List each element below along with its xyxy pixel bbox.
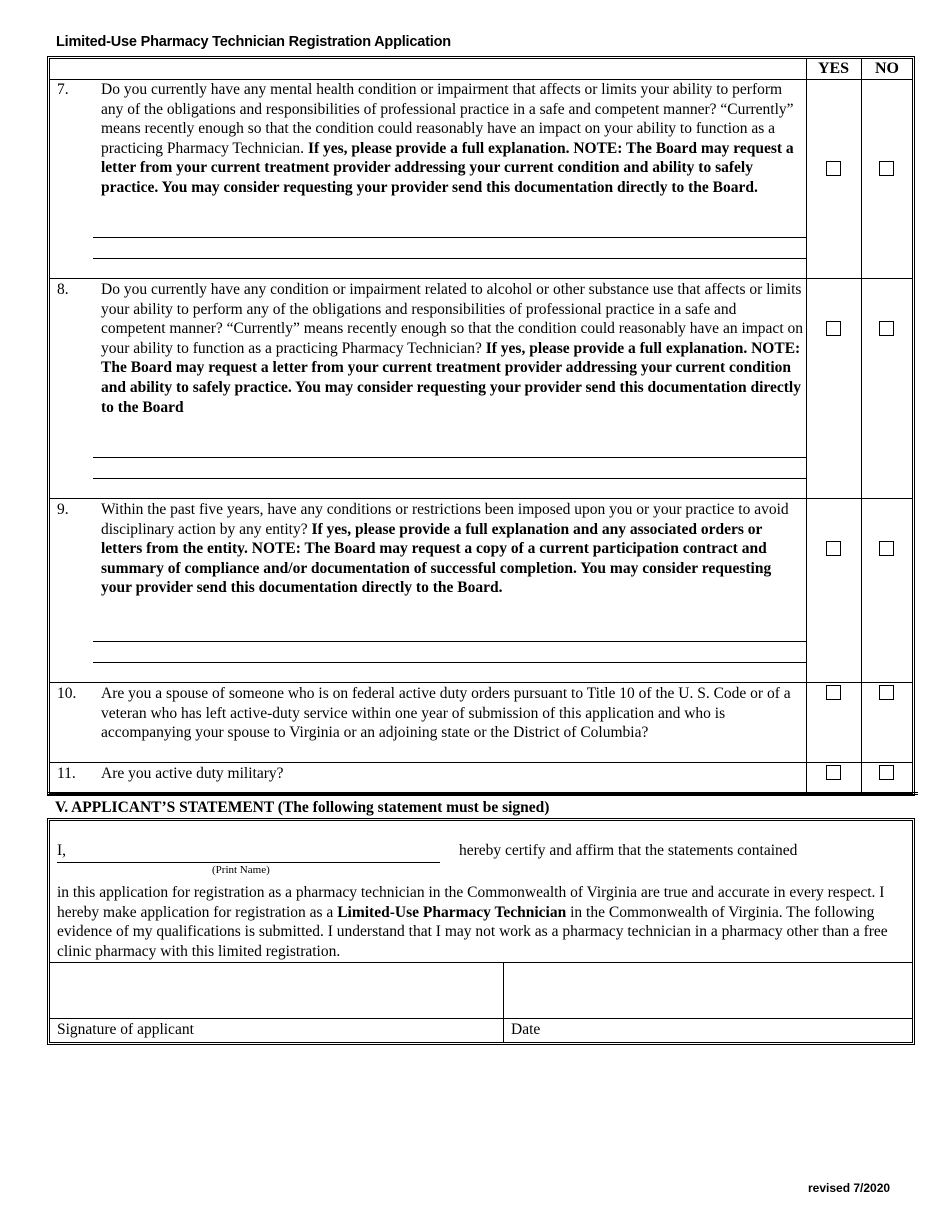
q9-yes-checkbox[interactable]: [826, 541, 841, 556]
question-number: 11.: [57, 765, 76, 782]
table-divider: [49, 1018, 913, 1019]
print-name-label: (Print Name): [212, 864, 270, 876]
table-divider: [49, 962, 913, 963]
q10-no-checkbox[interactable]: [879, 685, 894, 700]
statement-text: in this application for registration as a pharmacy technician in the Commonwealth of Virginia are true and accurate in every respect. I hereby make application for registration as a: [57, 884, 885, 921]
question-note: If yes, please provide a full explanation and any associated orders or letters from the entity. NOTE: The Board may request a copy of a current participation contract and summary of compliance and/or documentation of successful completion. You may consider requesting your provider send this documentation directly to the Board.: [101, 520, 772, 597]
statement-body: [57, 883, 907, 961]
question-text: Within the past five years, have any conditions or restrictions been imposed upon you or your practice to avoid disciplinary action by any entity?: [101, 501, 789, 538]
q8-no-checkbox[interactable]: [879, 321, 894, 336]
section-title: V. APPLICANT’S STATEMENT (The following statement must be signed): [55, 799, 550, 816]
table-divider: [49, 498, 913, 499]
q8-yes-checkbox[interactable]: [826, 321, 841, 336]
q9-no-checkbox[interactable]: [879, 541, 894, 556]
answer-line: [93, 641, 806, 642]
q11-no-checkbox[interactable]: [879, 765, 894, 780]
question-note: If yes, please provide a full explanation. NOTE: The Board may request a letter from your current treatment provider addressing your current condition and ability to safely practice. You may consider requesting your provider send this documentation directly to the Board.: [101, 139, 794, 196]
question-number: 9.: [57, 501, 69, 518]
statement-i: I,: [57, 842, 67, 859]
answer-line: [93, 478, 806, 479]
answer-line: [93, 662, 806, 663]
q10-yes-checkbox[interactable]: [826, 685, 841, 700]
no-column-header: NO: [875, 60, 899, 77]
signature-label: Signature of applicant: [57, 1021, 194, 1038]
statement-text: in the Commonwealth of Virginia. The following evidence of my qualifications is submitted. I understand that I may not work as a pharmacy technician in a pharmacy other than a free clinic pharmacy with this limited registration.: [57, 903, 888, 960]
answer-line: [93, 457, 806, 458]
section-divider: [47, 792, 918, 795]
date-field[interactable]: [505, 964, 912, 1017]
table-divider: [861, 58, 862, 794]
q7-no-checkbox[interactable]: [879, 161, 894, 176]
table-divider: [49, 682, 913, 683]
form-title: Limited-Use Pharmacy Technician Registration Application: [56, 34, 451, 50]
table-divider: [49, 762, 913, 763]
question-number: 7.: [57, 81, 69, 98]
q7-yes-checkbox[interactable]: [826, 161, 841, 176]
yes-column-header: YES: [817, 60, 850, 77]
question-text: Do you currently have any condition or impairment related to alcohol or other substance use that affects or limits your ability to perform any of the obligations and responsibilities of professional practice in a safe and competent manner? “Currently” means recently enough so that the condition could reasonably have an impact on your ability to function as a practicing Pharmacy Technician?: [101, 281, 803, 357]
signature-field[interactable]: [50, 964, 502, 1017]
date-label: Date: [511, 1021, 541, 1038]
table-divider: [503, 963, 504, 1042]
question-8-text: [101, 280, 803, 417]
question-9-text: [101, 500, 803, 598]
question-text: Do you currently have any mental health condition or impairment that affects or limits your ability to perform any of the obligations and responsibilities of professional practice in a safe and competent manner? “Currently” means recently enough so that the condition could reasonably have an impact on your ability to function as a practicing Pharmacy Technician.: [101, 81, 794, 157]
q11-yes-checkbox[interactable]: [826, 765, 841, 780]
table-divider: [806, 58, 807, 794]
answer-line: [93, 237, 806, 238]
table-divider: [49, 278, 913, 279]
revision-date: revised 7/2020: [808, 1181, 891, 1195]
question-7-text: [101, 80, 803, 198]
print-name-line[interactable]: [57, 862, 440, 863]
question-11-text: Are you active duty military?: [101, 765, 284, 782]
answer-line: [93, 258, 806, 259]
statement-emphasis: Limited-Use Pharmacy Technician: [337, 903, 567, 921]
question-number: 8.: [57, 281, 69, 298]
question-number: 10.: [57, 685, 77, 702]
question-note: If yes, please provide a full explanation. NOTE: The Board may request a letter from your current treatment provider addressing your current condition and ability to safely practice. You may consider requesting your provider send this documentation directly to the Board: [101, 339, 801, 416]
statement-certify: hereby certify and affirm that the statements contained: [459, 842, 798, 859]
question-10-text: Are you a spouse of someone who is on federal active duty orders pursuant to Title 10 of the U. S. Code or of a veteran who has left active-duty service within one year of submission of this application and who is accompanying your spouse to Virginia or an adjoining state or the District of Columbia?: [101, 685, 791, 742]
